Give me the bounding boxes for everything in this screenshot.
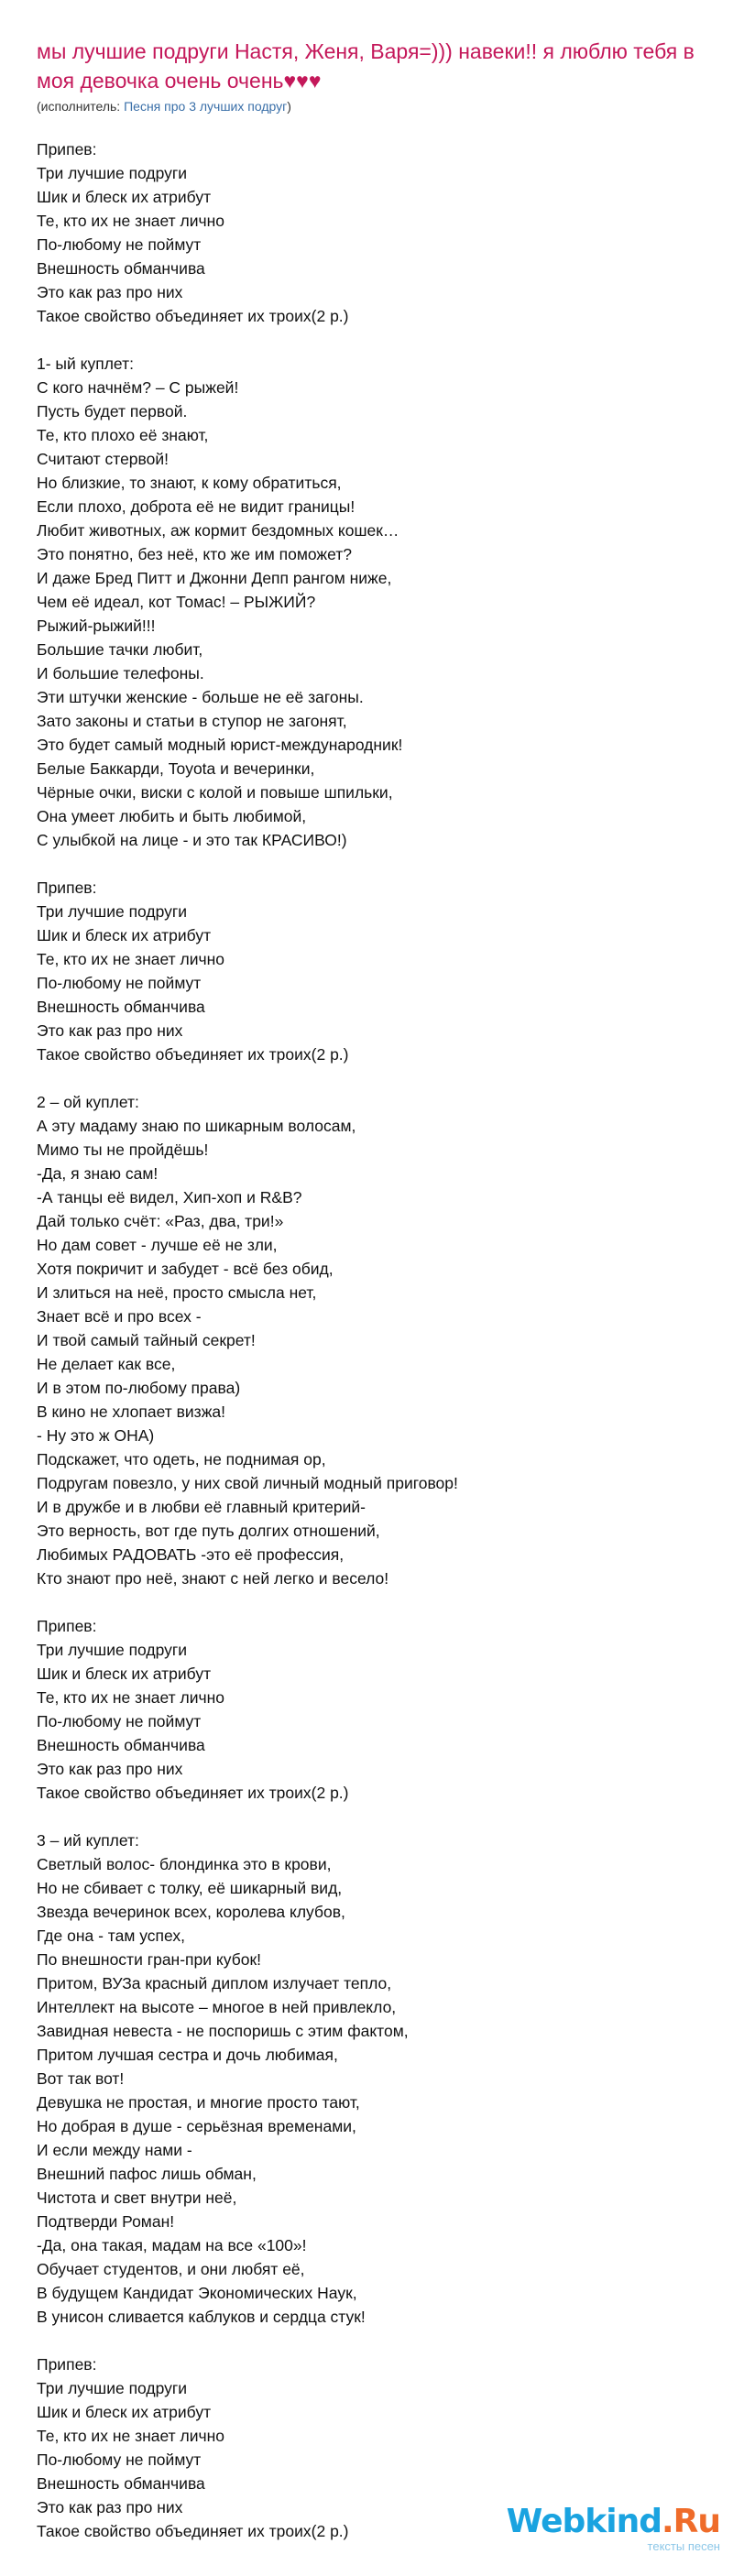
lyric-line: Это как раз про них bbox=[37, 2498, 183, 2516]
lyric-line: 2 – ой куплет: bbox=[37, 1093, 139, 1111]
lyric-line: Три лучшие подруги bbox=[37, 902, 188, 921]
lyrics-stanza bbox=[37, 1828, 696, 2329]
lyric-line: А эту мадаму знаю по шикарным волосам, bbox=[37, 1117, 356, 1135]
lyrics-stanza bbox=[37, 876, 696, 1066]
lyric-line: И злиться на неё, просто смысла нет, bbox=[37, 1283, 317, 1302]
lyric-line: Три лучшие подруги bbox=[37, 1641, 188, 1659]
lyric-line: Светлый волос- блондинка это в крови, bbox=[37, 1855, 332, 1873]
lyric-line: Шик и блеск их атрибут bbox=[37, 1665, 212, 1683]
lyric-line: Внешность обманчива bbox=[37, 2474, 205, 2493]
lyric-line: Притом лучшая сестра и дочь любимая, bbox=[37, 2046, 338, 2064]
lyric-line: И даже Бред Питт и Джонни Депп рангом ниже, bbox=[37, 569, 392, 587]
lyric-line: По-любому не поймут bbox=[37, 2450, 202, 2469]
lyric-line: Те, кто их не знает лично bbox=[37, 212, 225, 230]
lyric-line: Припев: bbox=[37, 879, 97, 897]
lyric-line: Чистота и свет внутри неё, bbox=[37, 2189, 237, 2207]
lyric-line: Это верность, вот где путь долгих отношений, bbox=[37, 1522, 380, 1540]
lyric-line: По-любому не поймут bbox=[37, 1712, 202, 1730]
lyric-line: Знает всё и про всех - bbox=[37, 1307, 202, 1326]
lyric-line: Дай только счёт: «Раз, два, три!» bbox=[37, 1212, 284, 1230]
lyric-line: В будущем Кандидат Экономических Наук, bbox=[37, 2284, 357, 2302]
lyric-line: Внешность обманчива bbox=[37, 998, 205, 1016]
lyric-line: Зато законы и статьи в ступор не загонят, bbox=[37, 712, 347, 730]
lyric-line: Не делает как все, bbox=[37, 1355, 176, 1373]
lyric-line: Такое свойство объединяет их троих(2 р.) bbox=[37, 1784, 349, 1802]
lyric-line: Это понятно, без неё, кто же им поможет? bbox=[37, 545, 353, 563]
lyric-line: Но добрая в душе - серьёзная временами, bbox=[37, 2117, 356, 2135]
lyric-line: По-любому не поймут bbox=[37, 974, 202, 992]
logo-tagline: тексты песен bbox=[647, 2539, 720, 2553]
lyric-line: -А танцы её видел, Хип-хоп и R&B? bbox=[37, 1188, 302, 1206]
lyric-line: Те, кто плохо её знают, bbox=[37, 426, 209, 444]
lyric-line: Пусть будет первой. bbox=[37, 402, 188, 420]
lyric-line: 3 – ий куплет: bbox=[37, 1831, 139, 1850]
lyric-line: Такое свойство объединяет их троих(2 р.) bbox=[37, 2522, 349, 2540]
lyric-line: Звезда вечеринок всех, королева клубов, bbox=[37, 1903, 345, 1921]
lyric-line: Обучает студентов, и они любят её, bbox=[37, 2260, 305, 2278]
lyric-line: Где она - там успех, bbox=[37, 1927, 185, 1945]
lyric-line: Внешность обманчива bbox=[37, 1736, 205, 1754]
lyric-line: И в этом по-любому права) bbox=[37, 1379, 241, 1397]
lyric-line: Три лучшие подруги bbox=[37, 164, 188, 182]
lyric-line: Это будет самый модный юрист-международник! bbox=[37, 736, 403, 754]
performer-prefix: (исполнитель: bbox=[37, 99, 125, 114]
lyric-line: Любимых РАДОВАТЬ -это её профессия, bbox=[37, 1545, 345, 1564]
song-title: мы лучшие подруги Настя, Женя, Варя=))) навеки!! я люблю тебя в моя девочка очень очень♥♥♥ bbox=[37, 39, 695, 93]
lyric-line: По внешности гран-при кубок! bbox=[37, 1950, 261, 1969]
lyric-line: И если между нами - bbox=[37, 2141, 192, 2159]
lyric-line: Шик и блеск их атрибут bbox=[37, 188, 212, 206]
lyric-line: По-любому не поймут bbox=[37, 235, 202, 254]
lyric-line: Три лучшие подруги bbox=[37, 2379, 188, 2397]
lyric-line: С кого начнём? – С рыжей! bbox=[37, 378, 239, 397]
lyric-line: Шик и блеск их атрибут bbox=[37, 2403, 212, 2421]
logo-main: Webkind bbox=[506, 2503, 662, 2540]
lyric-line: Хотя покричит и забудет - всё без обид, bbox=[37, 1260, 334, 1278]
performer-link[interactable]: Песня про 3 лучших подруг bbox=[124, 99, 288, 114]
lyrics-stanza bbox=[37, 137, 696, 328]
lyric-line: Шик и блеск их атрибут bbox=[37, 926, 212, 944]
lyric-line: Эти штучки женские - больше не её загоны. bbox=[37, 688, 364, 706]
lyric-line: Подскажет, что одеть, не поднимая ор, bbox=[37, 1450, 326, 1468]
lyric-line: В унисон сливается каблуков и сердца стук! bbox=[37, 2308, 366, 2326]
lyric-line: Большие тачки любит, bbox=[37, 640, 203, 659]
lyrics bbox=[37, 137, 696, 2543]
lyric-line: Внешность обманчива bbox=[37, 259, 205, 278]
lyric-line: И твой самый тайный секрет! bbox=[37, 1331, 256, 1349]
lyrics-stanza bbox=[37, 1614, 696, 1805]
performer-line bbox=[37, 97, 696, 115]
lyric-line: Те, кто их не знает лично bbox=[37, 2427, 225, 2445]
lyric-line: Любит животных, аж кормит бездомных кошек… bbox=[37, 521, 399, 540]
lyric-line: Считают стервой! bbox=[37, 450, 170, 468]
lyric-line: Интеллект на высоте – многое в ней привлекло, bbox=[37, 1998, 397, 2016]
lyrics-stanza bbox=[37, 352, 696, 852]
lyric-line: Те, кто их не знает лично bbox=[37, 1688, 225, 1707]
lyric-line: Припев: bbox=[37, 140, 97, 158]
lyric-line: Она умеет любить и быть любимой, bbox=[37, 807, 307, 825]
performer-suffix: ) bbox=[287, 99, 291, 114]
lyric-line: -Да, я знаю сам! bbox=[37, 1164, 159, 1183]
lyric-line: Это как раз про них bbox=[37, 1021, 183, 1040]
logo-text bbox=[507, 2505, 720, 2538]
lyric-line: Внешний пафос лишь обман, bbox=[37, 2165, 257, 2183]
lyrics-stanza bbox=[37, 1090, 696, 1590]
logo-tld: .Ru bbox=[661, 2503, 720, 2540]
lyric-line: Такое свойство объединяет их троих(2 р.) bbox=[37, 1045, 349, 1064]
lyric-line: Припев: bbox=[37, 2355, 97, 2374]
lyric-line: Чёрные очки, виски с колой и повыше шпильки, bbox=[37, 783, 393, 802]
lyric-line: Притом, ВУЗа красный диплом излучает тепло, bbox=[37, 1974, 392, 1992]
lyric-line: Это как раз про них bbox=[37, 1760, 183, 1778]
lyric-line: Это как раз про них bbox=[37, 283, 183, 301]
lyric-line: Но близкие, то знают, к кому обратиться, bbox=[37, 474, 342, 492]
lyric-line: - Ну это ж ОНА) bbox=[37, 1426, 155, 1445]
lyric-line: Подтверди Роман! bbox=[37, 2212, 175, 2231]
lyric-line: Кто знают про неё, знают с ней легко и весело! bbox=[37, 1569, 389, 1588]
lyric-line: 1- ый куплет: bbox=[37, 355, 134, 373]
lyric-line: Если плохо, доброта её не видит границы! bbox=[37, 497, 356, 516]
lyric-line: -Да, она такая, мадам на все «100»! bbox=[37, 2236, 307, 2254]
lyric-line: И большие телефоны. bbox=[37, 664, 204, 682]
webkind-logo[interactable] bbox=[507, 2505, 720, 2552]
lyric-line: И в дружбе и в любви её главный критерий- bbox=[37, 1498, 366, 1516]
lyric-line: Те, кто их не знает лично bbox=[37, 950, 225, 968]
lyric-line: Рыжий-рыжий!!! bbox=[37, 617, 156, 635]
lyric-line: Но не сбивает с толку, её шикарный вид, bbox=[37, 1879, 343, 1897]
lyric-line: Белые Баккарди, Toyota и вечеринки, bbox=[37, 759, 315, 778]
lyric-line: Подругам повезло, у них свой личный модный приговор! bbox=[37, 1474, 458, 1492]
lyric-line: Припев: bbox=[37, 1617, 97, 1635]
lyric-line: Девушка не простая, и многие просто тают, bbox=[37, 2093, 360, 2112]
lyric-line: В кино не хлопает визжа! bbox=[37, 1403, 226, 1421]
lyric-line: Завидная невеста - не поспоришь с этим фактом, bbox=[37, 2022, 409, 2040]
lyric-line: Вот так вот! bbox=[37, 2069, 125, 2088]
lyric-line: Мимо ты не пройдёшь! bbox=[37, 1141, 209, 1159]
lyric-line: Такое свойство объединяет их троих(2 р.) bbox=[37, 307, 349, 325]
lyric-line: Чем её идеал, кот Томас! – РЫЖИЙ? bbox=[37, 593, 316, 611]
lyric-line: С улыбкой на лице - и это так КРАСИВО!) bbox=[37, 831, 347, 849]
lyric-line: Но дам совет - лучше её не зли, bbox=[37, 1236, 278, 1254]
